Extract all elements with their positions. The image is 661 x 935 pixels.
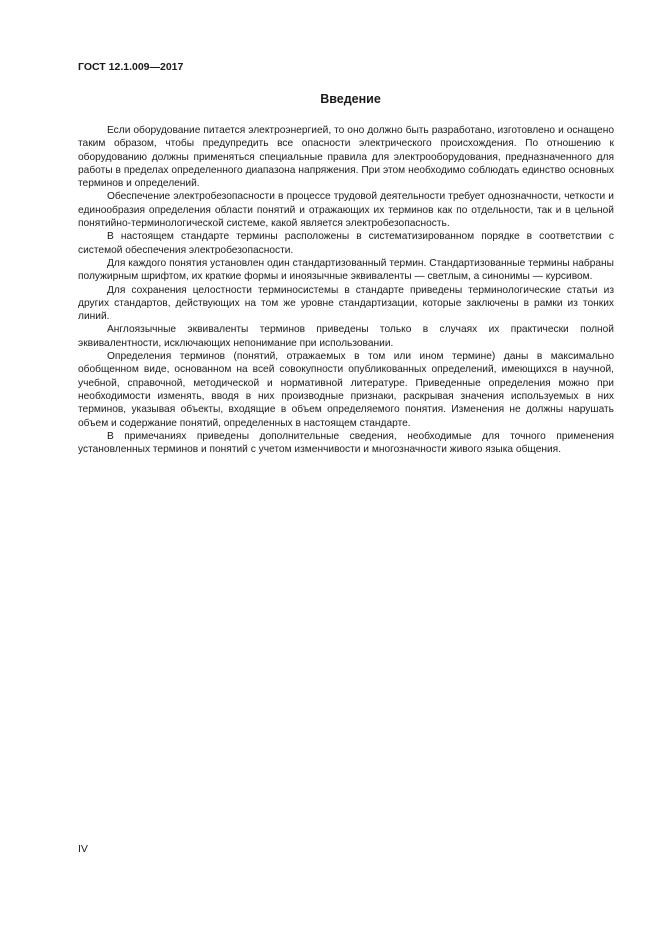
paragraph: Если оборудование питается электроэнергией, то оно должно быть разработано, изготовлено и оснащено таким образом, чтобы предупредить все опасности электрического происхождения. По отношению к оборудованию должны применяться специальные правила для электрооборудования, предназначенного для работы в пределах определенного диапазона напряжения. При этом необходимо соблюдать единство основных терминов и определений. xyxy=(78,125,614,190)
paragraph: Для сохранения целостности терминосистемы в стандарте приведены терминологические статьи из других стандартов, действующих на том же уровне стандартизации, которые заключены в рамки из тонких линий. xyxy=(78,284,614,323)
paragraph: Для каждого понятия установлен один стандартизованный термин. Стандартизованные термины набраны полужирным шрифтом, их краткие формы и иноязычные эквиваленты — светлым, а синонимы — курсивом. xyxy=(78,257,614,283)
paragraph: В настоящем стандарте термины расположены в систематизированном порядке в соответствии с системой обеспечения электробезопасности. xyxy=(78,231,614,256)
introduction-body xyxy=(78,124,614,456)
paragraph: Обеспечение электробезопасности в процессе трудовой деятельности требует однозначности, четкости и единообразия определения области понятий и отражающих их терминов как по отдельности, так и в цельной понятийно-терминологической системе, какой является электробезопасность. xyxy=(78,191,614,230)
page-title: Введение xyxy=(320,92,381,106)
paragraph: Определения терминов (понятий, отражаемых в том или ином термине) даны в максимально обобщенном виде, основанном на всей совокупности опубликованных определений, имеющихся в научной, учебной, справочной, методической и нормативной литературе. Приведенные определения можно при необходимости изменять, вводя в них производные признаки, раскрывая значения используемых в них терминов, указывая объекты, входящие в объем определяемого понятия. Изменения не должны нарушать объем и содержание понятий, определенных в настоящем стандарте. xyxy=(78,351,614,429)
page-number: IV xyxy=(78,843,88,855)
paragraph: Англоязычные эквиваленты терминов приведены только в случаях их практически полной эквивалентности, исключающих непонимание при использовании. xyxy=(78,324,614,349)
paragraph: В примечаниях приведены дополнительные сведения, необходимые для точного применения установленных терминов и понятий с учетом изменчивости и многозначности живого языка общения. xyxy=(78,430,614,456)
document-header: ГОСТ 12.1.009—2017 xyxy=(78,61,184,73)
